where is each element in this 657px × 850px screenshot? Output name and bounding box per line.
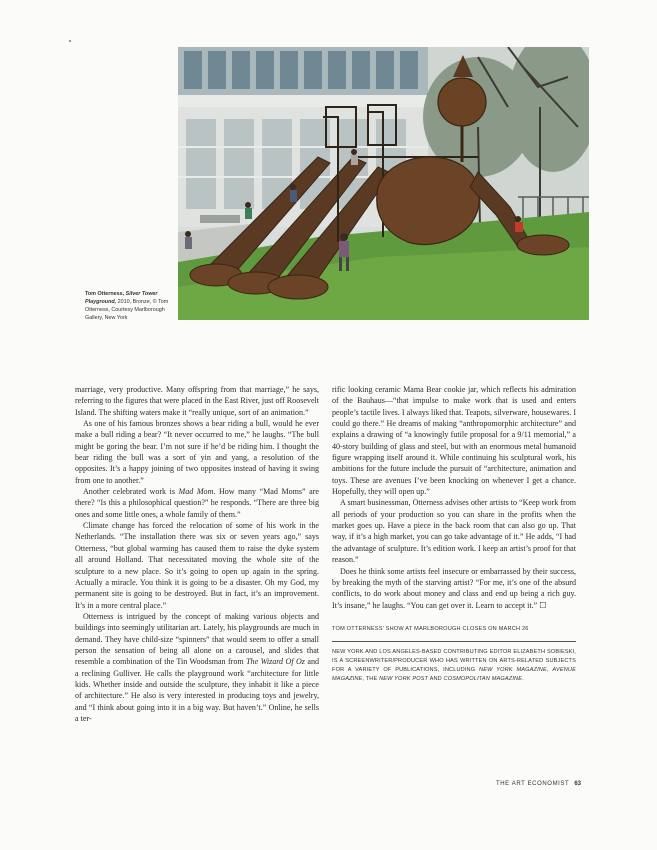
- caption-title: Silver Tower Playground,: [85, 291, 158, 305]
- article-paragraph: Climate change has forced the relocation of some of his work in the Netherlands. “The installation there was six or seven years ago,” says Otterness, “but global warming has caused them to raise the dyke system all around Holland. That necessitated moving the whole site of the sculpture to a new place. So it’s going to open up again in the spring. Actually a miracle. You think it is going to be a disaster. Oh my God, my permanent site is going to be destroyed. But in fact, it’s an improvement. It’s in a more central place.”: [75, 521, 319, 610]
- article-right-column: [332, 384, 576, 685]
- article-paragraph: Otterness is intrigued by the concept of making various objects and buildings into seemingly utilitarian art. Lately, his playgrounds are much in demand. They have child-size “spinners” that would seem to offer a small person the sensation of being all alone on a carousel, and slides that resemble a combination of the Tin Woodsman from The Wizard Of Oz and a reclining Gulliver. He calls the playground work “architecture for little kids. Whether inside and outside the sculpture, they inhabit it like a piece of architecture.” He also is very interested in producing toys and jewelry, and “I think about going into it in a big way. But haven’t.” Online, he sells a ter-: [75, 611, 319, 723]
- print-speck: [69, 40, 71, 42]
- article-paragraph: Another celebrated work is Mad Mom. How many “Mad Moms” are there? “Is this a philosophical question?” he responds. “There are three big ones and some little ones, a whole family of them.”: [75, 487, 319, 519]
- article-paragraph: As one of his famous bronzes shows a bear riding a bull, would he ever make a bull riding a bear? “It never occurred to me,” he laughs. “The bull might be goring the bear. I’m not sure if he’d be riding him. I thought the bear riding the bull was a sort of yin and yang, a resolution of the opposites. It’s a happy joining of two opposites instead of having it swing from one to another.”: [75, 419, 319, 485]
- sculpture-photo: [178, 47, 589, 320]
- article-paragraph: rific looking ceramic Mama Bear cookie jar, which reflects his admiration of the Bauhaus—“that impulse to make work that is used and enters people’s tactile lives. I always liked that. Teapots, silverware, housewares. I could go there.” He dreams of making “anthropomorphic architecture” and explains a drawing of “a knowingly futile proposal for a 9/11 memorial,” a 40-story building of glass and steel, but with an enormous metal humanoid figure wrapping itself around it. While continuing his sculptural work, his ambitions for the future include the pursuit of “architecture, animation and toys. These are avenues I’ve been knocking on whenever I get a chance. Hopefully, they will open up.”: [332, 385, 576, 497]
- article-paragraph: Does he think some artists feel insecure or embarrassed by their success, by breaking the myth of the starving artist? “For me, it’s one of the absurd conflicts, to do work about money and class and end up being a rich guy. It’s insane,” he laughs. “You can get over it. Learn to accept it.” ☐: [332, 566, 576, 610]
- right-column-paragraphs: [332, 384, 576, 611]
- caption-artist: Tom Otterness,: [85, 291, 125, 297]
- article-paragraph: marriage, very productive. Many offspring from that marriage,” he says, referring to the figures that were placed in the East River, just off Roosevelt Island. The shifting waters make it “really unique, sort of an animation.”: [75, 385, 319, 417]
- article-left-column: [75, 384, 319, 724]
- caption-details: 2010, Bronze, © Tom Otterness, Courtesy Marlborough Gallery, New York: [85, 299, 169, 321]
- publication-name: THE ART ECONOMIST: [495, 781, 570, 787]
- article-paragraph: A smart businessman, Otterness advises other artists to “Keep work from all periods of your production so you can share in the profits when the market goes up. Have a piece in the back room that can also go up. That way, if it’s a high market, you can go take advantage of it.” He adds, “I had the advantage of sculpture. It’s edition work. I keep an artist’s proof for that reason.”: [332, 498, 576, 565]
- page-footer: [496, 781, 581, 787]
- show-notice: TOM OTTERNESS’ SHOW AT MARLBOROUGH CLOSES ON MARCH 26: [332, 625, 529, 632]
- page-number: 63: [574, 781, 581, 787]
- author-bio: NEW YORK AND LOS ANGELES-BASED CONTRIBUTING EDITOR ELIZABETH SOBIESKI, IS A SCREENWRITER/PRODUCER WHO HAS WRITTEN ON ARTS-RELATED SUBJECTS FOR A VARIETY OF PUBLICATIONS, INCLUDING NEW YORK MAGAZINE, AVENUE MAGAZINE, THE NEW YORK POST AND COSMOPOLITAN MAGAZINE.: [332, 641, 576, 685]
- photo-caption: [85, 290, 177, 322]
